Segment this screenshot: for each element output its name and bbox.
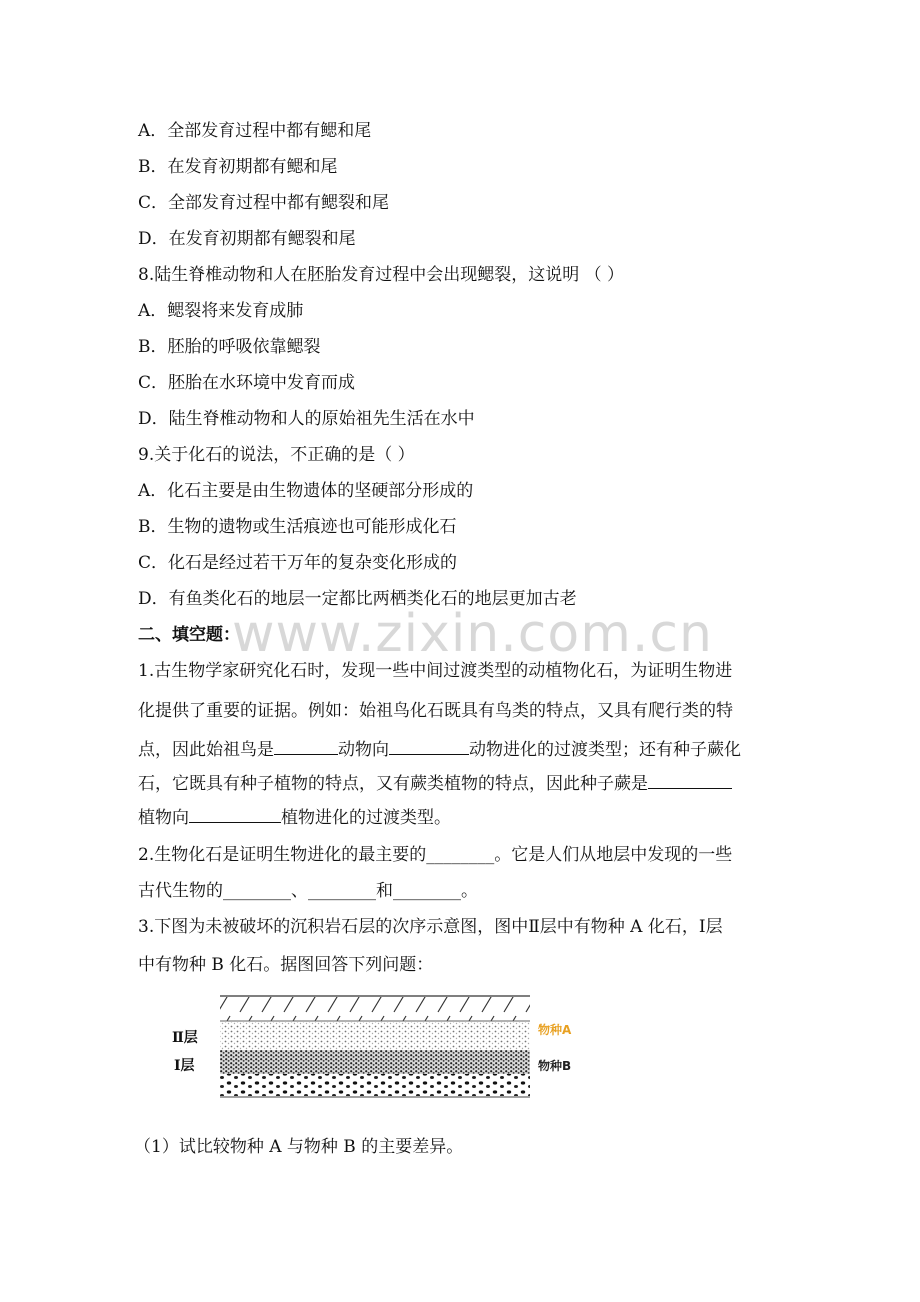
- layer1-label: Ⅰ层: [174, 1058, 195, 1074]
- fill1-line3-part2: 动物向: [338, 740, 389, 760]
- strata-diagram: [170, 990, 590, 1100]
- q9-option-b: B．生物的遗物或生活痕迹也可能形成化石: [138, 517, 457, 537]
- q8-option-b: B．胚胎的呼吸依靠鳃裂: [138, 337, 321, 357]
- section-title: 二、填空题：: [138, 625, 240, 645]
- q7-option-a: A．全部发育过程中都有鳃和尾: [138, 121, 372, 141]
- blank-3[interactable]: [648, 772, 732, 789]
- bottom-layer: [220, 1074, 530, 1096]
- layer-1: [220, 1050, 530, 1074]
- fill1-line4: [138, 772, 732, 795]
- fill1-line4-part1: 石，它既具有种子植物的特点，又有蕨类植物的特点，因此种子蕨是: [138, 774, 648, 794]
- fill1-line1: 1.古生物学家研究化石时，发现一些中间过渡类型的动植物化石，为证明生物进: [138, 661, 733, 681]
- layer-2: [220, 1022, 530, 1050]
- fill2-line1: 2.生物化石是证明生物进化的最主要的________。它是人们从地层中发现的一些: [138, 845, 733, 865]
- species-b-label: 物种B: [538, 1059, 572, 1073]
- q9-option-d: D．有鱼类化石的地层一定都比两栖类化石的地层更加古老: [138, 589, 577, 609]
- q9-stem: 9.关于化石的说法，不正确的是（ ）: [138, 445, 415, 465]
- q9-option-c: C．化石是经过若干万年的复杂变化形成的: [138, 553, 458, 573]
- blank-4[interactable]: [189, 806, 281, 823]
- q8-option-a: A．鳃裂将来发育成肺: [138, 301, 304, 321]
- fill2-line2: 古代生物的________、________和________。: [138, 881, 478, 901]
- q8-option-c: C．胚胎在水环境中发育而成: [138, 373, 356, 393]
- strata-figure: [170, 990, 590, 1104]
- fill3-line2: 中有物种 B 化石。据图回答下列问题：: [138, 955, 434, 975]
- sub-question-1: （1）试比较物种 A 与物种 B 的主要差异。: [134, 1137, 464, 1157]
- q7-option-b: B．在发育初期都有鳃和尾: [138, 157, 338, 177]
- q9-option-a: A．化石主要是由生物遗体的坚硬部分形成的: [138, 481, 474, 501]
- layer2-label: Ⅱ层: [172, 1030, 198, 1046]
- fill1-line2: 化提供了重要的证据。例如：始祖鸟化石既具有鸟类的特点，又具有爬行类的特: [138, 701, 733, 721]
- fill1-line3-part1: 点，因此始祖鸟是: [138, 740, 274, 760]
- q7-option-c: C．全部发育过程中都有鳃裂和尾: [138, 193, 390, 213]
- q8-option-d: D．陆生脊椎动物和人的原始祖先生活在水中: [138, 409, 475, 429]
- fill1-line5-part1: 植物向: [138, 808, 189, 828]
- q7-option-d: D．在发育初期都有鳃裂和尾: [138, 229, 356, 249]
- blank-1[interactable]: [274, 738, 338, 755]
- fill1-line5: [138, 806, 451, 829]
- top-hatched-layer: [220, 997, 530, 1021]
- fill1-line3: [138, 738, 741, 761]
- blank-2[interactable]: [389, 738, 469, 755]
- species-a-label: 物种A: [538, 1023, 572, 1037]
- q8-stem: 8.陆生脊椎动物和人在胚胎发育过程中会出现鳃裂，这说明 （ ）: [138, 265, 625, 285]
- watermark: www.zixin.com.cn: [232, 604, 713, 664]
- fill1-line5-part2: 植物进化的过渡类型。: [281, 808, 451, 828]
- fill3-line1: 3.下图为未被破坏的沉积岩石层的次序示意图，图中Ⅱ层中有物种 A 化石，Ⅰ层: [138, 917, 723, 937]
- fill1-line3-part3: 动物进化的过渡类型；还有种子蕨化: [469, 740, 741, 760]
